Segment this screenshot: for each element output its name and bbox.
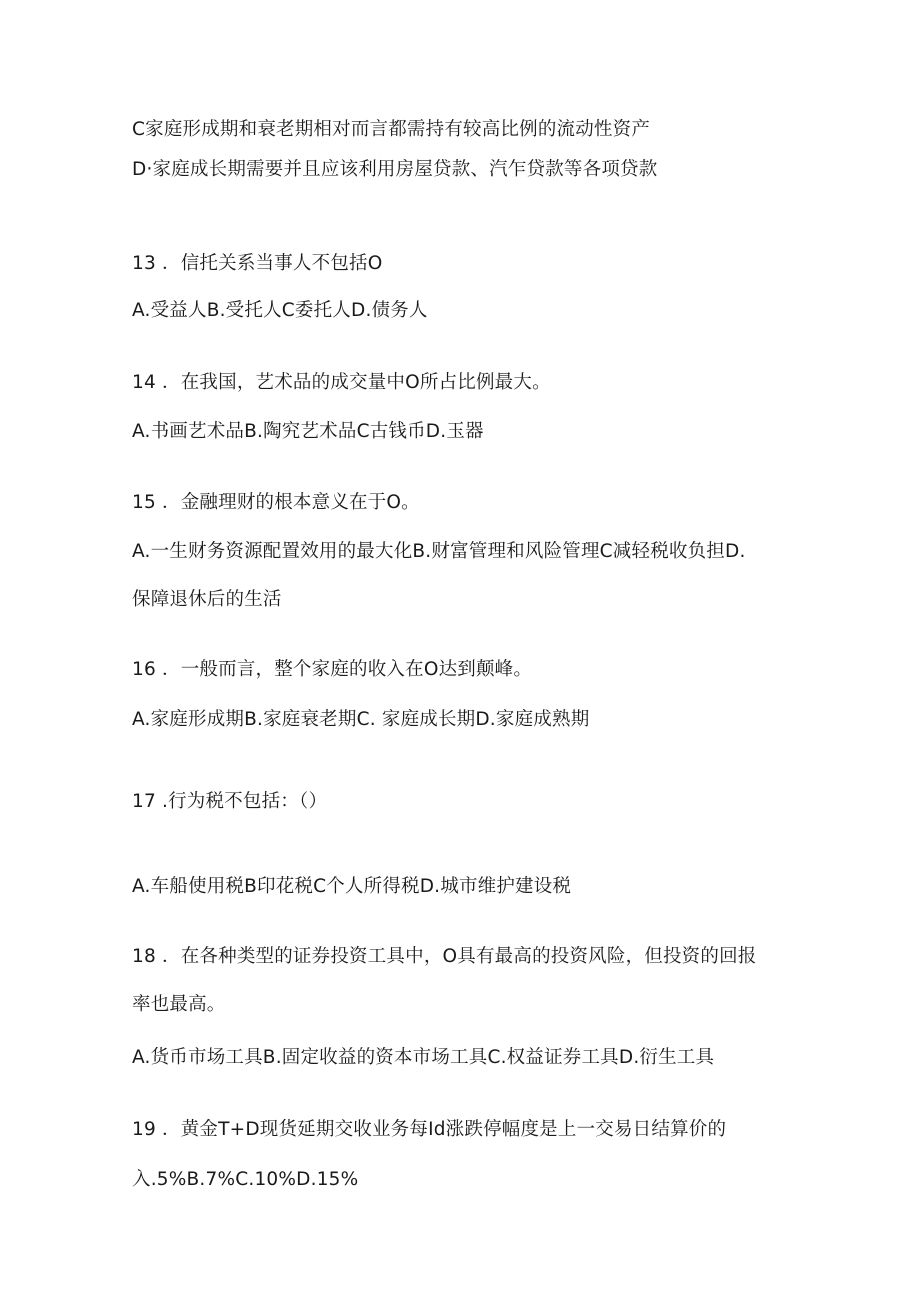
question-18-continued: 率也最高。 (132, 994, 226, 1015)
option-line-12c: C家庭形成期和衰老期相对而言都需持有较高比例的流动性资产 (132, 119, 651, 140)
options-15-continued: 保障退休后的生活 (132, 589, 282, 610)
options-16: A.家庭形成期B.家庭衰老期C. 家庭成长期D.家庭成熟期 (132, 709, 590, 730)
question-13: 13 ．信托关系当事人不包括O (132, 253, 383, 274)
question-19: 19 ．黄金T+D现货延期交收业务每Id涨跌停幅度是上一交易日结算价的 (132, 1119, 727, 1140)
question-16: 16 ．一般而言，整个家庭的收入在O达到颠峰。 (132, 659, 533, 680)
options-13: A.受益人B.受托人C委托人D.债务人 (132, 300, 428, 321)
options-18: A.货币市场工具B.固定收益的资本市场工具C.权益证券工具D.衍生工具 (132, 1047, 715, 1068)
question-17: 17 .行为税不包括：（） (132, 791, 328, 812)
options-17: A.车船使用税B印花税C个人所得税D.城市维护建设税 (132, 876, 572, 897)
question-14: 14 ．在我国，艺术品的成交量中O所占比例最大。 (132, 372, 551, 393)
question-18: 18 ．在各种类型的证券投资工具中，O具有最高的投资风险，但投资的回报 (132, 946, 757, 967)
options-15: A.一生财务资源配置效用的最大化B.财富管理和风险管理C减轻税收负担D. (132, 541, 746, 562)
options-19: 入.5%B.7%C.10%D.15% (132, 1169, 359, 1190)
options-14: A.书画艺术品B.陶究艺术品C古钱币D.玉器 (132, 421, 484, 442)
question-15: 15 ．金融理财的根本意义在于O。 (132, 492, 420, 513)
option-line-12d: D·家庭成长期需要并且应该利用房屋贷款、汽乍贷款等各项贷款 (132, 159, 658, 180)
